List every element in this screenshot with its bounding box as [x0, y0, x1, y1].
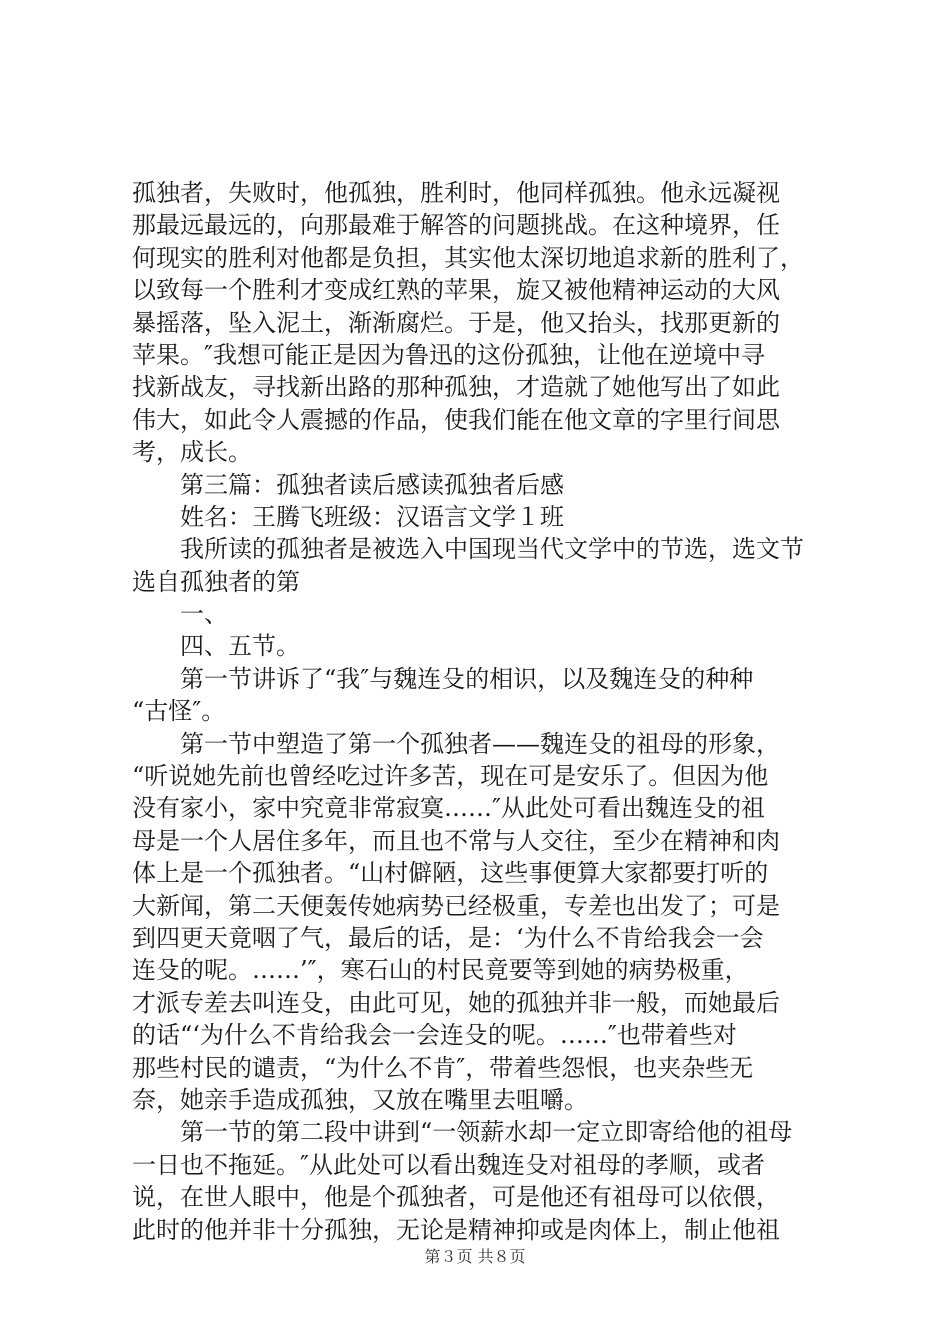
text-line: “听说她先前也曾经吃过许多苦，现在可是安乐了。但因为他 — [132, 762, 769, 791]
text-line: 姓名：王腾飞班级：汉语言文学１班 — [180, 502, 564, 531]
text-line: 伟大，如此令人震撼的作品，使我们能在他文章的字里行间思 — [132, 405, 780, 434]
text-line: 何现实的胜利对他都是负担，其实他太深切地追求新的胜利了， — [132, 243, 804, 272]
text-line: 考，成长。 — [132, 438, 252, 467]
text-line: “古怪″。 — [132, 697, 226, 726]
text-line: 第一节中塑造了第一个孤独者——魏连殳的祖母的形象， — [180, 729, 780, 758]
text-line: 孤独者，失败时，他孤独，胜利时，他同样孤独。他永远凝视 — [132, 179, 780, 207]
text-line: 那些村民的谴责，“为什么不肯″，带着些怨恨，也夹杂些无 — [132, 1053, 754, 1082]
text-line: 暴摇落，坠入泥土，渐渐腐烂。于是，他又抬头，找那更新的 — [132, 308, 780, 337]
text-line: 四、五节。 — [180, 632, 300, 661]
text-line: 大新闻，第二天便轰传她病势已经极重，专差也出发了；可是 — [132, 891, 780, 920]
document-body — [132, 177, 832, 1246]
text-line: 一、 — [180, 600, 228, 629]
text-line: 此时的他并非十分孤独，无论是精神抑或是肉体上，制止他祖 — [132, 1215, 780, 1244]
text-line: 第一节的第二段中讲到“一领薪水却一定立即寄给他的祖母 — [180, 1118, 793, 1147]
text-line: 第一节讲诉了“我″与魏连殳的相识，以及魏连殳的种种 — [180, 664, 754, 693]
text-line: 说，在世人眼中，他是个孤独者，可是他还有祖母可以依偎， — [132, 1183, 780, 1212]
text-line: 奈，她亲手造成孤独，又放在嘴里去咀嚼。 — [132, 1085, 588, 1114]
text-line: 没有家小，家中究竟非常寂寞……″从此处可看出魏连殳的祖 — [132, 794, 765, 823]
text-line: 一日也不拖延。″从此处可以看出魏连殳对祖母的孝顺，或者 — [132, 1150, 765, 1179]
text-line: 才派专差去叫连殳，由此可见，她的孤独并非一般，而她最后 — [132, 988, 780, 1017]
text-line: 那最远最远的，向那最难于解答的问题挑战。在这种境界，任 — [132, 211, 780, 240]
text-line: 到四更天竟咽了气，最后的话，是：‘为什么不肯给我会一会 — [132, 923, 764, 952]
text-line: 苹果。″我想可能正是因为鲁迅的这份孤独，让他在逆境中寻 — [132, 340, 765, 369]
text-line: 体上是一个孤独者。“山村僻陋，这些事便算大家都要打听的 — [132, 859, 769, 888]
text-line: 找新战友，寻找新出路的那种孤独，才造就了她他写出了如此 — [132, 373, 780, 402]
text-line: 第三篇：孤独者读后感读孤独者后感 — [180, 470, 564, 499]
page-footer: 第３页 共８页 — [424, 1247, 526, 1266]
text-line: 以致每一个胜利才变成红熟的苹果，旋又被他精神运动的大风 — [132, 276, 780, 305]
text-line: 母是一个人居住多年，而且也不常与人交往，至少在精神和肉 — [132, 826, 780, 855]
text-line: 我所读的孤独者是被选入中国现当代文学中的节选，选文节 — [180, 535, 804, 564]
text-line: 的话“‘为什么不肯给我会一会连殳的呢。……″也带着些对 — [132, 1021, 737, 1050]
text-line: 连殳的呢。……’″，寒石山的村民竟要等到她的病势极重， — [132, 956, 749, 985]
text-line: 选自孤独者的第 — [132, 567, 300, 596]
